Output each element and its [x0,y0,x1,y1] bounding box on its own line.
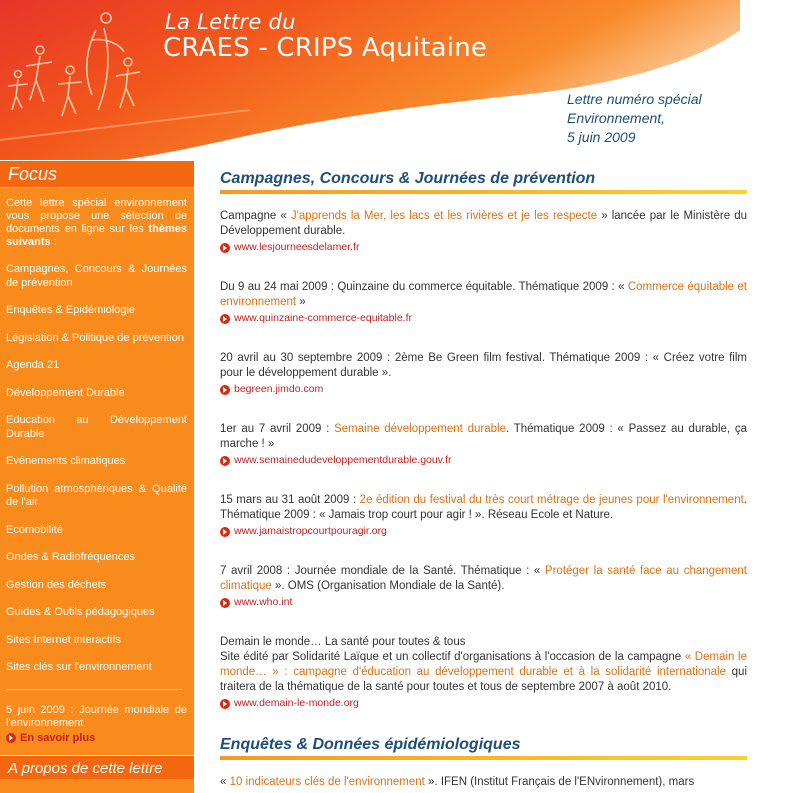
sidebar-item-education[interactable]: Education au Développement Durable [6,414,187,440]
main-content [220,170,747,793]
header-title: CRAES - CRIPS Aquitaine [163,33,488,63]
sidebar-item-agenda21[interactable]: Agenda 21 [6,359,60,371]
sidebar-item-sites-interactifs[interactable]: Sites Internet interactifs [6,633,121,646]
item-text: « [220,776,230,788]
article-item [220,564,747,610]
edition-line: Environnement, [567,110,666,126]
sidebar-intro [0,188,194,249]
item-highlight-link[interactable]: Protéger la santé face au changement climatique [220,565,747,592]
item-text: Du 9 au 24 mai 2009 : Quinzaine du commerce équitable. Thématique 2009 : « [220,281,628,293]
item-highlight-link[interactable]: 10 indicateurs clés de l'environnement [229,776,425,788]
intro-end: : [50,236,57,248]
item-text: ». IFEN (Institut Français de l'ENvironnement), mars [424,776,695,788]
edition-date: 5 juin 2009 [567,129,636,145]
url-label: begreen.jimdo.com [234,383,324,395]
item-text: » [296,296,306,308]
url-label: www.who.int [234,596,293,608]
item-text: 15 mars au 31 août 2009 : [220,494,360,506]
page-header [0,0,805,160]
about-title: A propos de cette lettre [0,755,194,779]
arrow-bullet-icon [220,314,230,324]
news-text: 5 juin 2009 : Journée mondiale de l'environnement [6,703,187,729]
item-highlight-link[interactable]: « Demain le monde… » : campagne d'éducation au développement durable et à la solidarité internationale [220,651,747,678]
item-text: Campagne « [220,210,291,222]
item-text: . Thématique 2009 : « Jamais trop court pour agir ! ». Réseau Ecole et Nature. [220,494,747,521]
arrow-bullet-icon [220,385,230,395]
item-text: 20 avril au 30 septembre 2009 : 2ème Be Green film festival. Thématique 2009 : « Créez votre film pour le développement durable ». [220,352,747,379]
article-item [220,209,747,255]
item-title: Demain le monde… La santé pour toutes & tous [220,636,466,648]
article-item-demain [220,635,747,711]
section-enquetes [220,736,747,790]
header-subtitle: La Lettre du [165,10,296,34]
article-item [220,422,747,468]
item-url-link[interactable] [220,453,747,468]
item-url-link[interactable] [220,595,747,610]
sidebar-title: Focus [0,160,194,188]
item-url-link[interactable] [220,311,747,326]
en-savoir-plus-link[interactable] [6,732,187,745]
sidebar-item-developpement-durable[interactable]: Développement Durable [6,386,125,399]
url-label: www.demain-le-monde.org [234,697,359,709]
article-item [220,493,747,539]
article-item [220,775,747,790]
sidebar-item-guides[interactable]: Guides & Outils pédagogiques [6,606,155,618]
sidebar-item-campagnes[interactable]: Campagnes, Concours & Journées de prévention [6,263,187,289]
arrow-bullet-icon [220,527,230,537]
intro-bold: thèmes suivants [6,223,187,248]
sidebar [0,160,194,793]
item-highlight-link[interactable]: 2e édition du festival du très court métrage de jeunes pour l'environnement [359,494,744,506]
item-text: 1er au 7 avril 2009 : [220,423,335,435]
item-text: ». OMS (Organisation Mondiale de la Santé). [271,580,505,592]
article-item [220,280,747,326]
url-label: www.quinzaine-commerce-equitable.fr [234,312,412,324]
intro-text: Cette lettre spécial environnement vous propose une sélection de documents en ligne sur les [6,197,187,235]
item-url-link[interactable] [220,696,747,711]
article-item [220,351,747,397]
item-highlight-link[interactable]: J'apprends la Mer, les lacs et les rivières et je les respecte [290,210,598,222]
sidebar-item-ondes[interactable]: Ondes & Radiofréquences [6,551,136,563]
section-underline [220,756,747,760]
sidebar-item-evenements[interactable]: Evénements climatiques [6,455,126,467]
sidebar-item-ecomobilite[interactable]: Ecomobilité [6,523,63,536]
sidebar-news [0,690,194,745]
url-label: www.jamaistropcourtpouragir.org [234,525,387,537]
item-text: qui traitera de la thématique de la santé pour toutes et tous de septembre 2007 à août 2010. [220,666,747,693]
item-highlight-link[interactable]: Semaine développement durable [334,423,506,435]
arrow-bullet-icon [220,699,230,709]
sidebar-item-legislation[interactable]: Législation & Politique de prévention [6,331,184,344]
url-label: www.semainedudeveloppementdurable.gouv.fr [234,454,452,466]
item-text: » lancée par le Ministère du Développement durable. [220,210,748,237]
sidebar-item-enquetes[interactable]: Enquêtes & Epidémiologie [6,304,136,316]
arrow-bullet-icon [220,598,230,608]
sidebar-theme-list [0,249,194,675]
item-text: 7 avril 2008 : Journée mondiale de la Santé. Thématique : « [220,565,545,577]
edition-info [567,90,702,147]
en-savoir-plus-label: En savoir plus [20,731,96,744]
item-url-link[interactable] [220,524,747,539]
section-underline [220,190,747,194]
arrow-bullet-icon [220,243,230,253]
section-title-enquetes: Enquêtes & Données épidémiologiques [220,736,521,753]
sidebar-item-dechets[interactable]: Gestion des déchets [6,578,107,591]
item-url-link[interactable] [220,240,747,255]
edition-line: Lettre numéro spécial [567,91,702,107]
sidebar-item-pollution[interactable]: Pollution atmosphériques & Qualité de l'air [6,482,187,508]
item-text: Site édité par Solidarité Laïque et un collectif d'organisations à l'occasion de la campagne [220,651,685,663]
section-title-campagnes: Campagnes, Concours & Journées de prévention [220,170,596,187]
arrow-bullet-icon [6,733,16,743]
url-label: www.lesjourneesdelamer.fr [234,241,360,253]
item-text: . Thématique 2009 : « Passez au durable, ça marche ! » [220,423,747,450]
item-highlight-link[interactable]: Commerce équitable et environnement [220,281,747,308]
item-url-link[interactable] [220,382,747,397]
arrow-bullet-icon [220,456,230,466]
sidebar-item-sites-cles[interactable]: Sites clés sur l'environnement [6,661,152,673]
